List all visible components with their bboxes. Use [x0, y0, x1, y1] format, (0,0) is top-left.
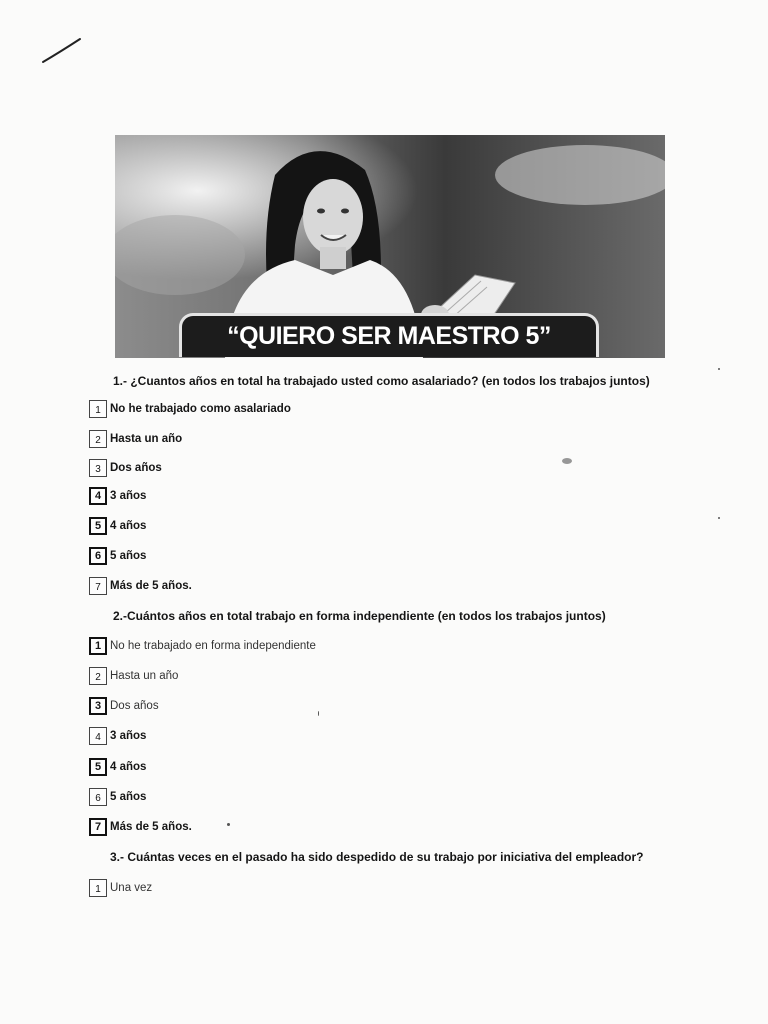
- q1-option-4-checkbox[interactable]: 4: [89, 487, 107, 505]
- q1-option-7[interactable]: [89, 576, 192, 596]
- q1-option-1[interactable]: [89, 399, 291, 419]
- q2-option-1-label: No he trabajado en forma independiente: [110, 640, 316, 652]
- question-2-text: 2.-Cuántos años en total trabajo en forma independiente (en todos los trabajos juntos): [113, 609, 606, 623]
- q2-option-3[interactable]: [89, 696, 159, 716]
- q2-option-1-checkbox[interactable]: 1: [89, 637, 107, 655]
- q2-option-2-label: Hasta un año: [110, 670, 179, 682]
- q2-option-5-checkbox[interactable]: 5: [89, 758, 107, 776]
- q2-option-4[interactable]: [89, 726, 146, 746]
- q1-option-2-checkbox[interactable]: 2: [89, 430, 107, 448]
- q2-option-2-checkbox[interactable]: 2: [89, 667, 107, 685]
- q1-option-6-checkbox[interactable]: 6: [89, 547, 107, 565]
- q2-option-5[interactable]: [89, 757, 146, 777]
- q2-option-6-checkbox[interactable]: 6: [89, 788, 107, 806]
- q3-option-1[interactable]: [89, 878, 152, 898]
- q2-option-2[interactable]: [89, 666, 178, 686]
- q1-option-3-label: Dos años: [110, 462, 162, 474]
- scan-speck: [562, 458, 572, 464]
- q1-option-5-label: 4 años: [110, 520, 147, 532]
- banner-title-plate: [179, 313, 599, 357]
- q2-option-3-checkbox[interactable]: 3: [89, 697, 107, 715]
- banner-title: “QUIERO SER MAESTRO 5”: [227, 322, 551, 350]
- q1-option-2[interactable]: [89, 429, 182, 449]
- q3-option-1-label: Una vez: [110, 882, 153, 894]
- scan-speck: [227, 823, 230, 826]
- q2-option-3-label: Dos años: [110, 700, 159, 712]
- q2-option-1[interactable]: [89, 636, 316, 656]
- q2-option-7[interactable]: [89, 817, 192, 837]
- q1-option-3[interactable]: [89, 458, 162, 478]
- q2-option-7-label: Más de 5 años.: [110, 821, 192, 833]
- q1-option-7-checkbox[interactable]: 7: [89, 577, 107, 595]
- scan-speck: [718, 517, 720, 519]
- scan-speck: [718, 368, 720, 370]
- pen-stroke-mark: [40, 36, 84, 66]
- q2-option-7-checkbox[interactable]: 7: [89, 818, 107, 836]
- q1-option-1-label: No he trabajado como asalariado: [110, 403, 291, 415]
- q1-option-5-checkbox[interactable]: 5: [89, 517, 107, 535]
- q1-option-4[interactable]: [89, 486, 146, 506]
- q1-option-3-checkbox[interactable]: 3: [89, 459, 107, 477]
- q2-option-5-label: 4 años: [110, 761, 147, 773]
- q1-option-5[interactable]: [89, 516, 146, 536]
- q2-option-4-label: 3 años: [110, 730, 147, 742]
- banner-image: [115, 135, 665, 358]
- q1-option-6[interactable]: [89, 546, 146, 566]
- scan-speck: [318, 711, 319, 716]
- q1-option-4-label: 3 años: [110, 490, 147, 502]
- question-1-text: 1.- ¿Cuantos años en total ha trabajado usted como asalariado? (en todos los trabajos juntos): [113, 374, 650, 388]
- q1-option-6-label: 5 años: [110, 550, 147, 562]
- q1-option-2-label: Hasta un año: [110, 433, 183, 445]
- q2-option-6[interactable]: [89, 787, 146, 807]
- question-3-text: 3.- Cuántas veces en el pasado ha sido despedido de su trabajo por iniciativa del empleador?: [110, 850, 644, 864]
- q3-option-1-checkbox[interactable]: 1: [89, 879, 107, 897]
- q2-option-6-label: 5 años: [110, 791, 147, 803]
- q2-option-4-checkbox[interactable]: 4: [89, 727, 107, 745]
- q1-option-7-label: Más de 5 años.: [110, 580, 192, 592]
- q1-option-1-checkbox[interactable]: 1: [89, 400, 107, 418]
